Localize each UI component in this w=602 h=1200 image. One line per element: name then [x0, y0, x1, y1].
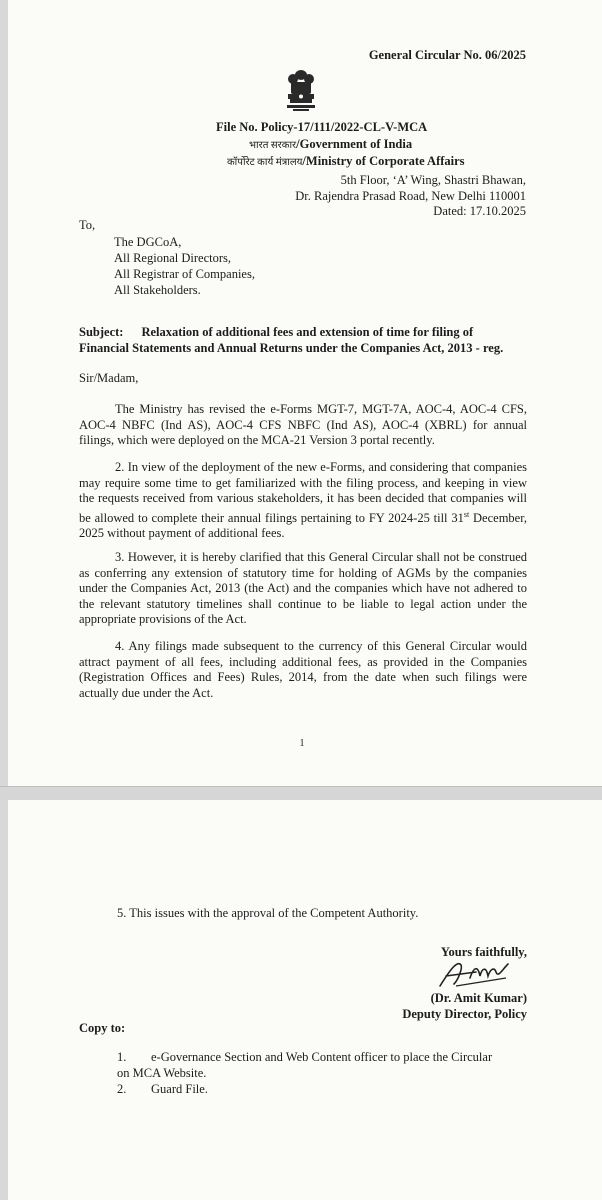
- subject-label: Subject:: [79, 325, 124, 339]
- paragraph-1: The Ministry has revised the e-Forms MGT-7, MGT-7A, AOC-4, AOC-4 CFS, AOC-4 NBFC (Ind AS), AOC-4 CFS NBFC (Ind AS), AOC-4 (XBRL) for annual filings, which were deployed on the MCA-21 Version 3 portal recently.: [79, 402, 527, 447]
- recipient-item: All Stakeholders.: [114, 283, 201, 297]
- salutation: Sir/Madam,: [79, 371, 139, 385]
- signer-name: (Dr. Amit Kumar): [430, 991, 527, 1005]
- paragraph-4: 4. Any filings made subsequent to the currency of this General Circular would attract payment of all fees, including additional fees, as provided in the Companies (Registration Offices and Fees) Rules, 2014, from the date when such filings were actually due under the Act.: [79, 639, 527, 700]
- government-line: [249, 137, 412, 152]
- page-number: 1: [299, 738, 305, 749]
- government-hindi: भारत सरकार: [249, 140, 297, 151]
- recipient-item: All Registrar of Companies,: [114, 267, 255, 281]
- recipient-list: [114, 234, 255, 298]
- government-english: /Government of India: [296, 137, 413, 151]
- ministry-english: /Ministry of Corporate Affairs: [302, 154, 465, 168]
- list-item-text-continued: on MCA Website.: [117, 1066, 207, 1080]
- national-emblem-icon: [283, 67, 319, 113]
- ministry-hindi: कॉर्पोरेट कार्य मंत्रालय: [227, 157, 303, 168]
- list-item-text: e-Governance Section and Web Content officer to place the Circular: [151, 1050, 493, 1064]
- paragraph-5: 5. This issues with the approval of the Competent Authority.: [117, 906, 419, 920]
- recipient-item: All Regional Directors,: [114, 251, 231, 265]
- subject-line-2: Financial Statements and Annual Returns under the Companies Act, 2013 - reg.: [79, 341, 504, 355]
- subject: [79, 324, 527, 356]
- subject-line-1: Relaxation of additional fees and extension of time for filing of: [141, 325, 474, 339]
- list-item: [117, 1081, 527, 1097]
- list-item-text: Guard File.: [151, 1082, 208, 1096]
- signer-title: Deputy Director, Policy: [402, 1007, 527, 1021]
- dated: Dated: 17.10.2025: [433, 204, 526, 218]
- ministry-line: [227, 154, 465, 169]
- copy-to-list: [117, 1049, 527, 1097]
- list-item-number: 2.: [117, 1082, 127, 1096]
- recipient-item: The DGCoA,: [114, 235, 182, 249]
- paragraph-2-text: 2. In view of the deployment of the new e-Forms, and considering that companies may require some time to get familiarized with the filing process, and keeping in view the requests received from various stakeholders, it has been decided that companies will be allowed to complete their annual filings pertaining to FY 2024-25 till 31: [79, 460, 527, 525]
- address-line-2: Dr. Rajendra Prasad Road, New Delhi 110001: [295, 189, 526, 203]
- list-item: [117, 1049, 527, 1081]
- circular-number: General Circular No. 06/2025: [368, 48, 526, 62]
- paragraph-2: [79, 460, 527, 542]
- paragraph-2-end: December, 2025 without payment of additional fees.: [79, 510, 527, 541]
- closing: Yours faithfully,: [440, 945, 527, 959]
- copy-to-label: Copy to:: [79, 1021, 126, 1035]
- file-number: File No. Policy-17/111/2022-CL-V-MCA: [216, 120, 428, 134]
- signature-icon: [436, 956, 516, 992]
- page-edge-shadow: [0, 0, 8, 786]
- paragraph-3: 3. However, it is hereby clarified that this General Circular shall not be construed as conferring any extension of statutory time for holding of AGMs by the companies under the Companies Act, 2013 (the Act) and the companies which have not adhered to the relevant statutory timelines shall continue to be liable to legal action under the appropriate provisions of the Act.: [79, 550, 527, 626]
- to-label: To,: [79, 218, 96, 232]
- ordinal-suffix: st: [463, 509, 470, 519]
- list-item-number: 1.: [117, 1050, 127, 1064]
- page-edge-shadow: [0, 800, 8, 1200]
- address-line-1: 5th Floor, ‘A’ Wing, Shastri Bhawan,: [340, 173, 526, 187]
